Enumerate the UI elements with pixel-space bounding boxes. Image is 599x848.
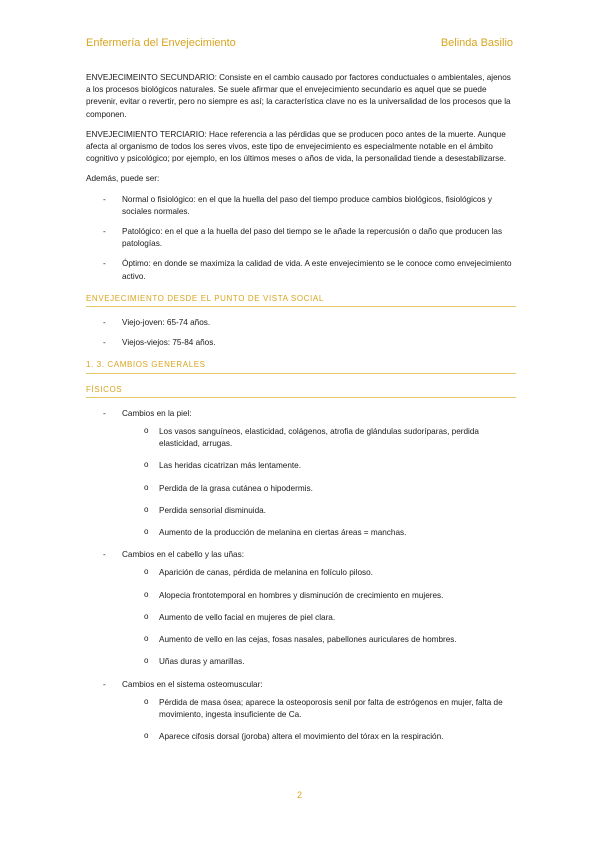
sub-list-item: o Perdida de la grasa cutánea o hipodermis. xyxy=(122,483,516,495)
page-number: 2 xyxy=(296,790,302,800)
sub-list-item: o Aparición de canas, pérdida de melanina en folículo piloso. xyxy=(122,567,516,579)
sub-list-item: o Pérdida de masa ósea; aparece la osteoporosis senil por falta de estrógenos en mujer, falta de movimiento, ingesta insuficiente de Ca. xyxy=(122,697,516,721)
section-heading-general: 1. 3. CAMBIOS GENERALES xyxy=(86,359,516,373)
social-list xyxy=(86,317,516,349)
paragraph-terciario: ENVEJECIMIENTO TERCIARIO: Hace referencia a las pérdidas que se producen poco antes de la muerte. Aunque afecta al organismo de todos los seres vivos, este tipo de envejecimiento es especialmente notable en el ámbito cognitivo y psicológico; por ejemplo, en los últimos meses o años de vida, la personalidad tiende a desestabilizarse. xyxy=(86,129,507,164)
sub-list-item: o Uñas duras y amarillas. xyxy=(122,656,516,668)
group-title: Cambios en el sistema osteomuscular: xyxy=(122,679,263,689)
list-item: - Óptimo: en donde se maximiza la calidad de vida. A este envejecimiento se le conoce como envejecimiento activo. xyxy=(86,258,516,282)
list-item xyxy=(86,408,516,539)
sub-list-item: o Aumento de vello en las cejas, fosas nasales, pabellones auriculares de hombres. xyxy=(122,634,516,646)
sub-list-item: o Aumento de la producción de melanina en ciertas áreas = manchas. xyxy=(122,527,516,539)
sub-list-item: o Perdida sensorial disminuida. xyxy=(122,505,516,517)
group-title: Cambios en el cabello y las uñas: xyxy=(122,550,244,560)
sub-list xyxy=(122,426,516,539)
sub-list xyxy=(122,697,516,744)
sub-list-item: o Alopecia frontotemporal en hombres y disminución de crecimiento en mujeres. xyxy=(122,590,516,602)
list-item: - Normal o fisiológico: en el que la huella del paso del tiempo produce cambios biológicos, fisiológicos y sociales normales. xyxy=(86,194,516,218)
sub-list-item: o Los vasos sanguíneos, elasticidad, colágenos, atrofia de glándulas sudoríparas, perdida elasticidad, arrugas. xyxy=(122,426,516,450)
header-course-title: Enfermería del Envejecimiento xyxy=(86,37,236,49)
header-author: Belinda Basilio xyxy=(440,37,513,49)
paragraph-ademas: Además, puede ser: xyxy=(86,174,160,184)
types-list xyxy=(86,194,516,283)
list-item: - Viejos-viejos: 75-84 años. xyxy=(86,337,516,349)
sub-list-item: o Aumento de vello facial en mujeres de piel clara. xyxy=(122,612,516,624)
paragraph-secundario: ENVEJECIMEINTO SECUNDARIO: Consiste en el cambio causado por factores conductuales o ambientales, ajenos a los procesos biológicos naturales. Se suele afirmar que el envejecimiento secundario es aquel que se puede prevenir, evitar o revertir, pero no siempre es así; la característica clave no es la universalidad de los procesos que la componen. xyxy=(86,73,511,119)
sub-list-item: o Aparece cifosis dorsal (joroba) altera el movimiento del tórax en la respiración. xyxy=(122,731,516,743)
section-heading-social: ENVEJECIMIENTO DESDE EL PUNTO DE VISTA SOCIAL xyxy=(86,293,516,307)
sub-list xyxy=(122,567,516,668)
list-item xyxy=(86,679,516,744)
group-title: Cambios en la piel: xyxy=(122,408,192,418)
changes-list xyxy=(86,408,516,743)
section-heading-fisicos: FÍSICOS xyxy=(86,384,516,398)
page-content xyxy=(86,72,516,753)
list-item: - Patológico: en el que a la huella del paso del tiempo se le añade la repercusión o daño que producen las patologías. xyxy=(86,226,516,250)
list-item: - Viejo-joven: 65-74 años. xyxy=(86,317,516,329)
list-item xyxy=(86,549,516,668)
sub-list-item: o Las heridas cicatrizan más lentamente. xyxy=(122,460,516,472)
